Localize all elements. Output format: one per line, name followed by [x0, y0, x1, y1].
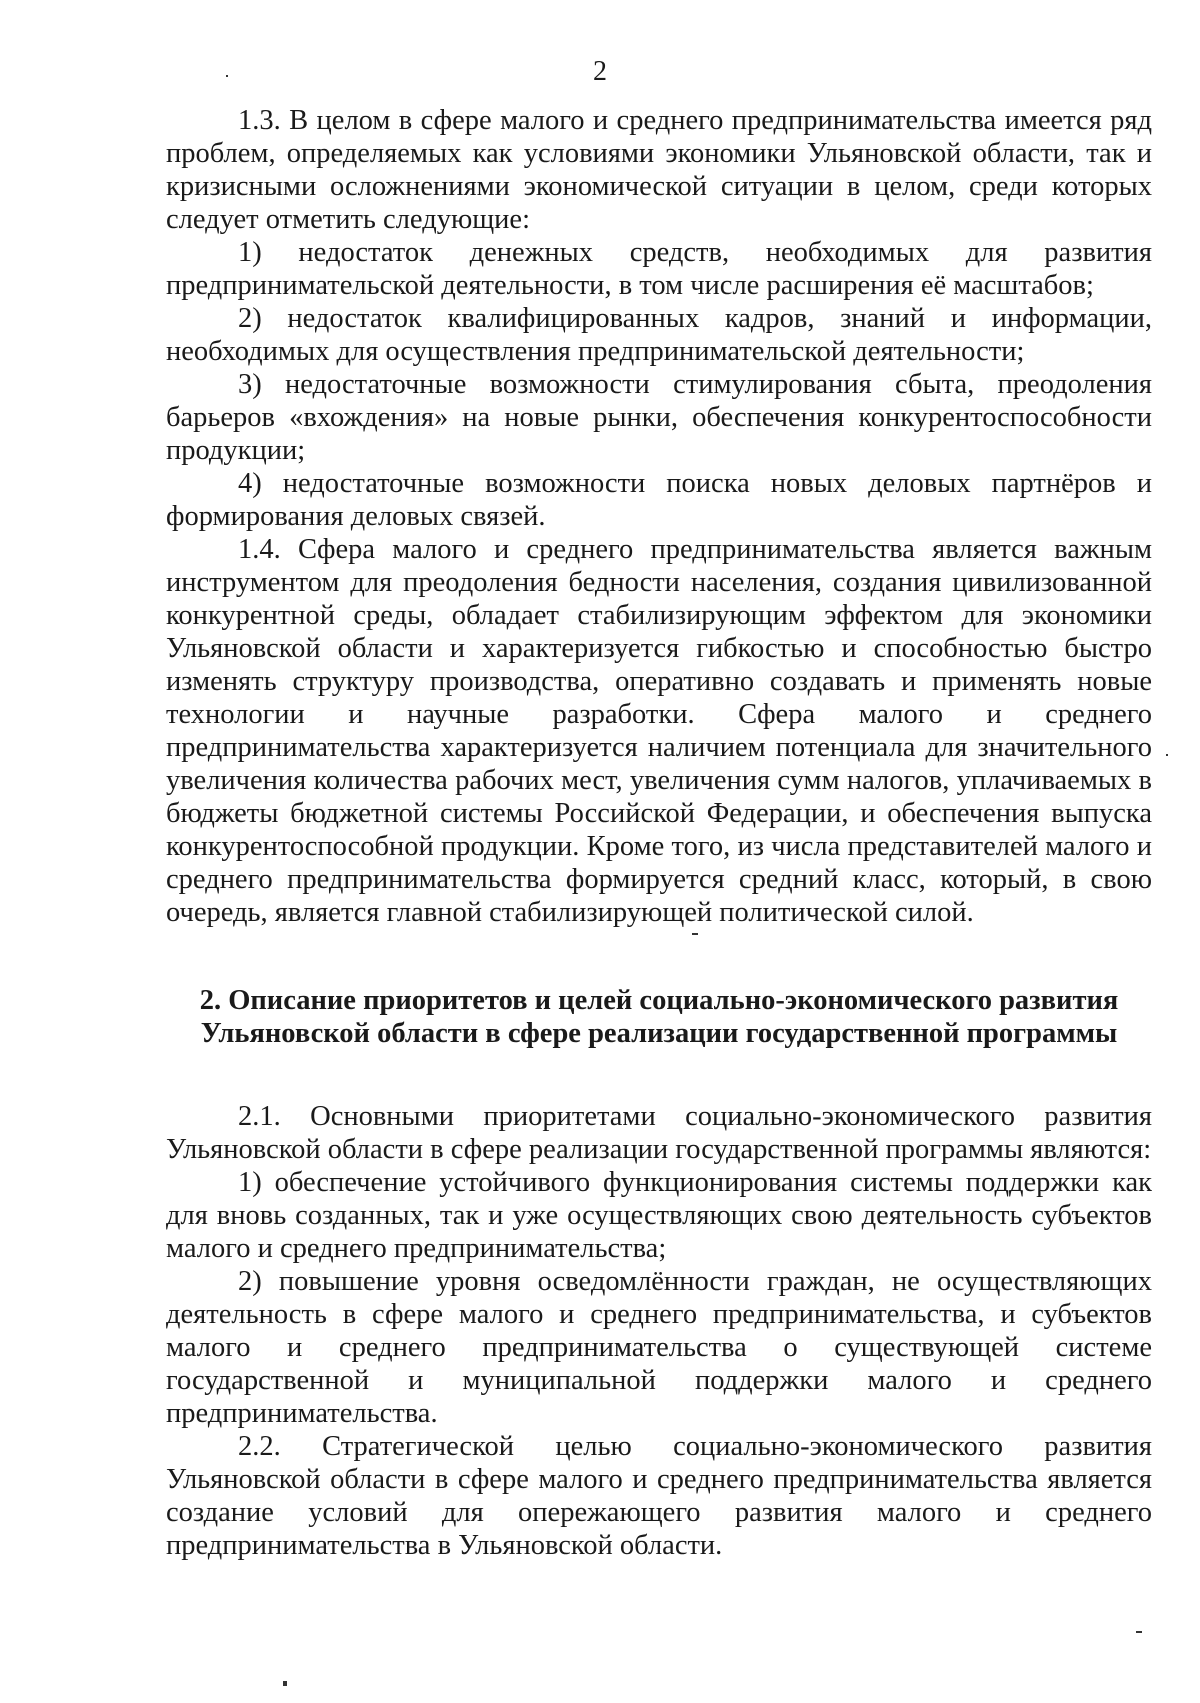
- list-item-4: 4) недостаточные возможности поиска новых деловых партнёров и формирования деловых связей.: [166, 468, 1152, 532]
- page-number: 2: [593, 56, 607, 87]
- paragraph-2-1: 2.1. Основными приоритетами социально-экономического развития Ульяновской области в сфере реализации государственной программы являются:: [166, 1101, 1152, 1165]
- document-body: [166, 104, 1152, 1562]
- section-2-heading-line-1: 2. Описание приоритетов и целей социально-экономического развития: [199, 985, 1119, 1016]
- paragraph-1-4: 1.4. Сфера малого и среднего предпринимательства является важным инструментом для преодоления бедности населения, создания цивилизованной конкурентной среды, обладает стабилизирующим эффектом для экономики Ульяновской области и характеризуется гибкостью и способностью быстро изменять структуру производства, оперативно создавать и применять новые технологии и научные разработки. Сфера малого и среднего предпринимательства характеризуется наличием потенциала для значительного увеличения количества рабочих мест, увеличения сумм налогов, уплачиваемых в бюджеты бюджетной системы Российской Федерации, и обеспечения выпуска конкурентоспособной продукции. Кроме того, из числа представителей малого и среднего предпринимательства формируется средний класс, который, в свою очередь, является главной стабилизирующей политической силой.: [166, 534, 1152, 928]
- section-2-heading: [166, 984, 1152, 1050]
- list-item-2: 2) недостаток квалифицированных кадров, знаний и информации, необходимых для осуществления предпринимательской деятельности;: [166, 303, 1152, 367]
- priority-item-1: 1) обеспечение устойчивого функционирования системы поддержки как для вновь созданных, так и уже осуществляющих свою деятельность субъектов малого и среднего предпринимательства;: [166, 1167, 1152, 1264]
- paragraph-2-2: 2.2. Стратегической целью социально-экономического развития Ульяновской области в сфере малого и среднего предпринимательства является создание условий для опережающего развития малого и среднего предпринимательства в Ульяновской области.: [166, 1431, 1152, 1561]
- paragraph-1-3: 1.3. В целом в сфере малого и среднего предпринимательства имеется ряд проблем, определяемых как условиями экономики Ульяновской области, так и кризисными осложнениями экономической ситуации в целом, среди которых следует отметить следующие:: [166, 105, 1152, 235]
- scan-speck: [283, 1681, 287, 1686]
- scan-speck: [226, 75, 228, 77]
- scan-speck: [1166, 754, 1168, 756]
- list-item-1: 1) недостаток денежных средств, необходимых для развития предпринимательской деятельности, в том числе расширения её масштабов;: [166, 237, 1152, 301]
- priority-item-2: 2) повышение уровня осведомлённости граждан, не осуществляющих деятельность в сфере малого и среднего предпринимательства, и субъектов малого и среднего предпринимательства о существующей системе государственной и муниципальной поддержки малого и среднего предпринимательства.: [166, 1266, 1152, 1429]
- scan-speck: [1136, 1631, 1142, 1633]
- list-item-3: 3) недостаточные возможности стимулирования сбыта, преодоления барьеров «вхождения» на новые рынки, обеспечения конкурентоспособности продукции;: [166, 369, 1152, 466]
- section-2-heading-line-2: Ульяновской области в сфере реализации государственной программы: [200, 1018, 1118, 1049]
